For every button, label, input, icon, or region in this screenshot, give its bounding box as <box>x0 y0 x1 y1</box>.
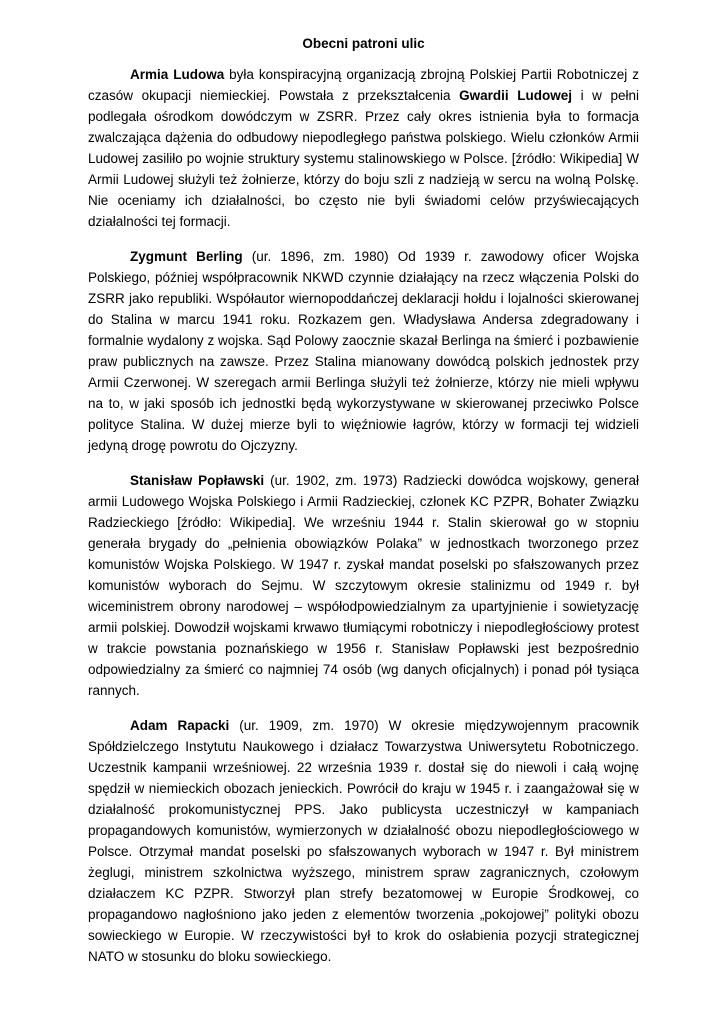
paragraph-text: (ur. 1896, zm. 1980) Od 1939 r. zawodowy oficer Wojska Polskiego, później współpracownik NKWD czynnie działający na rzecz włączenia Polski do ZSRR jako republiki. Współautor wiernopoddańczej deklaracji hołdu i lojalności skierowanej do Stalina w marcu 1941 roku. Rozkazem gen. Władysława Andersa zdegradowany i formalnie wydalony z wojska. Sąd Polowy zaocznie skazał Berlinga na śmierć i pozbawienie praw publicznych na zawsze. Przez Stalina mianowany dowódcą polskich jednostek przy Armii Czerwonej. W szeregach armii Berlinga służyli też żołnierze, którzy nie mieli wpływu na to, w jaki sposób ich jednostki będą wykorzystywane w skierowanej przeciwko Polsce polityce Stalina. W dużej mierze byli to więźniowie łagrów, którzy w formacji tej widzieli jedyną drogę powrotu do Ojczyzny. <box>88 249 640 453</box>
paragraph-stanislaw-poplawski <box>88 470 639 701</box>
document-page <box>88 34 639 981</box>
paragraph-text-continued: i w pełni podlegała ośrodkom dowódczym w ZSRR. Przez cały okres istnienia była to formacja zwalczająca dążenia do odbudowy niepodległego państwa polskiego. Wielu członków Armii Ludowej zasiliło po wojnie struktury systemu stalinowskiego w Polsce. [źródło: Wikipedia] W Armii Ludowej służyli też żołnierze, którzy do boju szli z nadzieją w sercu na wolną Polskę. Nie oceniamy ich działalności, bo często nie byli świadomi celów przyświecających działalności tej formacji. <box>88 88 639 229</box>
paragraph-lead-name: Stanisław Popławski <box>130 473 265 488</box>
paragraph-armia-ludowa <box>88 64 639 232</box>
paragraph-text: (ur. 1909, zm. 1970) W okresie międzywojennym pracownik Spółdzielczego Instytutu Naukowego i działacz Towarzystwa Uniwersytetu Robotniczego. Uczestnik kampanii wrześniowej. 22 września 1939 r. dostał się do niewoli i całą wojnę spędził w niemieckich obozach jenieckich. Powrócił do kraju w 1945 r. i zaangażował się w działalność prokomunistycznej PPS. Jako publicysta uczestniczył w kampaniach propagandowych komunistów, wymierzonych w działalność obozu niepodległościowego w Polsce. Otrzymał mandat poselski po sfałszowanych wyborach w 1947 r. Był ministrem żeglugi, ministrem szkolnictwa wyższego, ministrem spraw zagranicznych, czołowym działaczem KC PZPR. Stworzył plan strefy bezatomowej w Europie Środkowej, co propagandowo nagłośniono jako jeden z elementów tworzenia „pokojowej” polityki obozu sowieckiego w Europie. W rzeczywistości był to krok do osłabienia pozycji strategicznej NATO w stosunku do bloku sowieckiego. <box>88 718 639 964</box>
paragraph-inline-bold: Gwardii Ludowej <box>459 88 572 103</box>
paragraph-lead-name: Armia Ludowa <box>130 67 225 82</box>
paragraph-lead-name: Adam Rapacki <box>130 718 230 733</box>
document-title: Obecni patroni ulic <box>302 36 425 51</box>
paragraph-adam-rapacki <box>88 715 639 967</box>
paragraph-text: (ur. 1902, zm. 1973) Radziecki dowódca wojskowy, generał armii Ludowego Wojska Polskiego i Armii Radzieckiej, członek KC PZPR, Bohater Związku Radzieckiego [źródło: Wikipedia]. We wrześniu 1944 r. Stalin skierował go w stopniu generała brygady do „pełnienia obowiązków Polaka” w jednostkach tworzonego przez komunistów Wojska Polskiego. W 1947 r. zyskał mandat poselski po sfałszowanych przez komunistów wyborach do Sejmu. W szczytowym okresie stalinizmu od 1949 r. był wiceministrem obrony narodowej – współodpowiedzialnym za upartyjnienie i sowietyzację armii polskiej. Dowodził wojskami krwawo tłumiącymi robotniczy i niepodległościowy protest w trakcie powstania poznańskiego w 1956 r. Stanisław Popławski jest bezpośrednio odpowiedzialny za śmierć co najmniej 74 osób (wg danych oficjalnych) i ponad pół tysiąca rannych. <box>88 473 639 698</box>
paragraph-zygmunt-berling <box>88 246 639 456</box>
paragraph-lead-name: Zygmunt Berling <box>130 249 243 264</box>
paragraph-text: była konspiracyjną organizacją zbrojną Polskiej Partii Robotniczej z czasów okupacji niemieckiej. Powstała z przekształcenia <box>88 67 639 103</box>
